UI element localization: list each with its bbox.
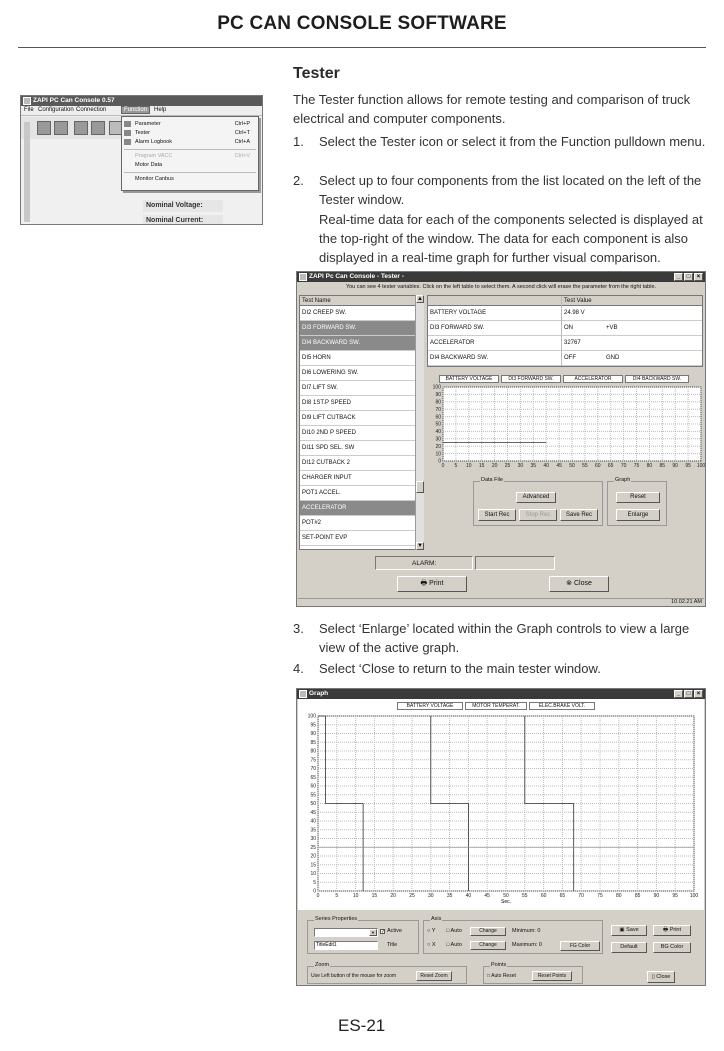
x-tick-label: 45: [556, 463, 562, 469]
list-item[interactable]: DI5 HORN: [300, 351, 416, 366]
y-tick-label: 80: [435, 399, 441, 406]
x-tick-label: 35: [446, 893, 453, 899]
step-text: Real-time data for each of the components selected is displayed at the top-right of the window. The data for each component is also displayed in a real-time graph for further visual comparison.: [319, 212, 703, 265]
x-tick-label: 40: [543, 463, 549, 469]
y-tick-label: 70: [435, 406, 441, 413]
y-tick-label: 25: [310, 844, 316, 851]
x-tick-label: 45: [484, 893, 490, 899]
tester-hint: You can see 4 tester variables. Click on the left table to select them. A second click will erase the parameter from the right table.: [345, 284, 657, 290]
legend-item: BATTERY VOLTAGE: [397, 702, 463, 710]
value-header-label: Test Value: [564, 298, 592, 304]
legend-item: BATTERY VOLTAGE: [439, 375, 499, 383]
x-tick-label: 15: [478, 463, 485, 469]
y-tick-label: 10: [435, 451, 441, 458]
axis-y-radio[interactable]: ○ Y: [427, 928, 436, 934]
reset-points-button[interactable]: Reset Points: [532, 971, 572, 981]
x-tick-label: 55: [522, 893, 528, 899]
scroll-down-icon[interactable]: ▼: [417, 543, 423, 549]
graph-label: Graph: [615, 477, 631, 483]
x-tick-label: 95: [672, 893, 678, 899]
page-title: PC CAN CONSOLE SOFTWARE: [217, 13, 507, 34]
x-tick-label: 25: [409, 893, 415, 899]
close-icon[interactable]: ×: [694, 690, 703, 698]
tester-graph: [429, 384, 705, 474]
intro-paragraph: The Tester function allows for remote testing and comparison of truck electrical and computer components.: [293, 92, 691, 126]
y-tick-label: 35: [310, 827, 316, 834]
x-tick-label: 95: [685, 463, 691, 469]
active-checkbox[interactable]: ✓: [381, 929, 386, 935]
close-button[interactable]: ⊗ Close: [549, 576, 609, 592]
y-tick-label: 60: [435, 414, 441, 421]
list-item[interactable]: DI12 CUTBACK 2: [300, 456, 416, 471]
nominal-voltage-label: Nominal Voltage:: [143, 200, 223, 212]
menu-item-alarm-logbook[interactable]: Alarm Logbook Ctrl+A: [122, 138, 258, 146]
minimum-label: Minimum: 0: [512, 928, 541, 934]
printer-icon: 🖶: [662, 927, 670, 933]
menubar: [21, 106, 262, 116]
axis-y-auto[interactable]: □ Auto: [446, 928, 462, 934]
fg-color-button[interactable]: FG Color: [560, 941, 600, 951]
y-tick-label: 40: [310, 818, 316, 825]
x-tick-label: 5: [335, 893, 339, 899]
x-tick-label: 65: [607, 463, 614, 469]
step-text: Select ‘Enlarge’ located within the Graph controls to view a large view of the active graph.: [319, 621, 690, 655]
y-tick-label: 85: [310, 739, 316, 746]
close-icon[interactable]: ×: [694, 273, 703, 281]
series-properties-label: Series Properties: [315, 916, 358, 922]
axis-x-auto[interactable]: □ Auto: [446, 942, 462, 948]
data-file-group: [473, 477, 603, 526]
x-tick-label: 80: [646, 463, 653, 469]
x-tick-label: 10: [466, 463, 472, 469]
scroll-thumb[interactable]: [416, 481, 424, 493]
function-menu-screenshot: [20, 95, 263, 225]
open-folder-icon[interactable]: [37, 121, 51, 135]
close-button[interactable]: ▯ Close: [647, 971, 675, 983]
x-tick-label: 30: [517, 463, 524, 469]
menu-function[interactable]: Function: [121, 106, 150, 114]
title-label: Title: [387, 942, 398, 948]
tester-icon[interactable]: [91, 121, 105, 135]
menu-shot-titlebar: [21, 96, 262, 106]
save-rec-button[interactable]: Save Rec: [560, 509, 598, 521]
step-number: 4.: [293, 661, 304, 676]
list-item[interactable]: DI11 SPD SEL. SW: [300, 441, 416, 456]
zoom-label: Zoom: [315, 962, 330, 968]
step-number: 3.: [293, 621, 304, 636]
x-tick-label: 25: [504, 463, 511, 469]
list-item[interactable]: DI10 2ND P SPEED: [300, 426, 416, 441]
alarm-value-field: [475, 556, 555, 570]
y-tick-label: 100: [307, 713, 316, 720]
x-tick-label: 50: [569, 463, 575, 469]
y-tick-label: 95: [310, 722, 316, 729]
x-tick-label: 100: [689, 893, 699, 899]
y-tick-label: 10: [310, 871, 316, 878]
y-tick-label: 30: [310, 836, 316, 843]
close-circle-icon: ⊗: [566, 580, 574, 587]
alarm-field: [375, 556, 473, 570]
y-tick-label: 20: [435, 443, 441, 450]
menu-item-motor-data[interactable]: Motor Data: [135, 162, 163, 168]
axis-x-radio[interactable]: ○ X: [427, 942, 436, 948]
list-item[interactable]: DI2 CREEP SW.: [300, 306, 416, 321]
data-file-label: Data File: [481, 477, 504, 483]
x-tick-label: 85: [634, 893, 641, 899]
series-select[interactable]: [314, 928, 378, 937]
column-separator: [561, 296, 562, 366]
active-label: Active: [387, 928, 402, 934]
x-tick-label: 75: [597, 893, 603, 899]
graph-legend: [397, 702, 597, 710]
y-tick-label: 50: [435, 421, 441, 428]
change-y-button[interactable]: Change: [470, 927, 506, 936]
stop-rec-button: Stop Rec: [519, 509, 557, 521]
legend-item: ELEC.BRAKE VOLT.: [529, 702, 595, 710]
x-tick-label: 60: [595, 463, 601, 469]
y-tick-label: 55: [310, 792, 316, 799]
x-tick-label: 65: [559, 893, 566, 899]
step-text: Select up to four components from the list located on the left of the Tester window.: [319, 173, 702, 207]
y-tick-label: 0: [438, 458, 441, 465]
app-icon: [299, 273, 307, 281]
menu-shot-title: ZAPI PC Can Console 0.57: [33, 97, 115, 104]
y-tick-label: 40: [435, 429, 441, 436]
graph-window-screenshot: [296, 688, 706, 986]
status-clock: 10.02.21 AM: [671, 599, 702, 605]
change-x-button[interactable]: Change: [470, 941, 506, 950]
nominal-current-label: Nominal Current:: [143, 215, 223, 225]
menu-help[interactable]: Help: [154, 107, 167, 113]
list-header: Test Name: [300, 296, 416, 306]
tester-icon: [124, 130, 131, 136]
side-strip: [24, 122, 30, 222]
list-item[interactable]: DI8 1ST.P SPEED: [300, 396, 416, 411]
print-button[interactable]: 🖶 Print: [397, 576, 467, 592]
series-properties-group: [307, 916, 419, 954]
graph-controls-group: [607, 477, 667, 526]
tester-title: ZAPI Pc Can Console - Tester -: [309, 273, 404, 280]
value-row: DI3 FORWARD SW. ON +VB: [428, 321, 702, 336]
print-button[interactable]: 🖶 Print: [653, 925, 691, 936]
y-tick-label: 60: [310, 783, 316, 790]
y-tick-label: 0: [313, 888, 316, 895]
step-number: 2.: [293, 173, 304, 188]
y-tick-label: 20: [310, 853, 316, 860]
x-tick-label: 0: [441, 463, 445, 469]
step-text: Select ‘Close to return to the main tester window.: [319, 661, 601, 676]
y-tick-label: 75: [310, 757, 316, 764]
menu-file[interactable]: File: [24, 107, 34, 113]
axis-group: [423, 916, 603, 954]
legend-item: DI3 FORWARD SW.: [501, 375, 561, 383]
y-tick-label: 80: [310, 748, 316, 755]
value-row: DI4 BACKWARD SW. OFF GND: [428, 351, 702, 366]
x-tick-label: 10: [352, 893, 359, 899]
page-header: [0, 0, 724, 50]
y-tick-label: 30: [435, 436, 441, 443]
x-tick-label: 70: [620, 463, 627, 469]
app-icon: [299, 690, 307, 698]
save-button[interactable]: ▣ Save: [611, 925, 647, 936]
reset-zoom-button[interactable]: Reset Zoom: [416, 971, 452, 981]
step-number: 1.: [293, 134, 304, 149]
points-group: [483, 962, 583, 984]
maximize-icon[interactable]: □: [684, 273, 693, 281]
x-tick-label: 90: [672, 463, 678, 469]
x-tick-label: 20: [491, 463, 498, 469]
x-tick-label: 55: [582, 463, 588, 469]
x-tick-label: 90: [653, 893, 660, 899]
tester-titlebar: [297, 272, 705, 282]
x-tick-label: 70: [578, 893, 584, 899]
x-tick-label: 60: [540, 893, 547, 899]
header-rule: [18, 47, 706, 48]
value-row: BATTERY VOLTAGE 24.98 V: [428, 306, 702, 321]
y-tick-label: 45: [310, 809, 316, 816]
app-icon: [23, 97, 31, 105]
save-disk-icon: ▣: [619, 927, 627, 933]
minimize-icon[interactable]: _: [674, 273, 683, 281]
list-item[interactable]: SET-POINT EVP: [300, 531, 416, 546]
y-tick-label: 70: [310, 766, 316, 773]
list-item[interactable]: POT1 ACCEL.: [300, 486, 416, 501]
legend-item: MOTOR TEMPERAT.: [465, 702, 527, 710]
default-button[interactable]: Default: [611, 942, 647, 953]
y-tick-label: 90: [435, 392, 441, 399]
x-tick-label: 40: [465, 893, 472, 899]
save-disk-icon[interactable]: [54, 121, 68, 135]
y-tick-label: 65: [310, 774, 316, 781]
x-tick-label: 85: [659, 463, 666, 469]
logbook-icon: [124, 139, 131, 145]
x-axis-unit: Sec.: [500, 899, 512, 905]
enlarged-graph: [298, 713, 704, 909]
enlarge-button[interactable]: Enlarge: [616, 509, 660, 521]
tester-statusbar: [298, 598, 704, 606]
x-tick-label: 30: [428, 893, 434, 899]
start-rec-button[interactable]: Start Rec: [478, 509, 516, 521]
menu-item-monitor-canbus[interactable]: Monitor Canbus: [135, 176, 174, 182]
value-table-header: [428, 296, 702, 306]
printer-icon: 🖶: [420, 580, 430, 587]
door-icon: ▯: [651, 974, 657, 980]
zoom-group: [307, 962, 467, 984]
section-heading: Tester: [293, 65, 340, 82]
menu-separator: [124, 172, 256, 173]
list-item[interactable]: DI4 BACKWARD SW.: [300, 336, 416, 351]
value-row: ACCELERATOR 32767: [428, 336, 702, 351]
tools-icon[interactable]: [74, 121, 88, 135]
x-tick-label: 20: [390, 893, 396, 899]
chevron-down-icon[interactable]: ▼: [369, 929, 377, 936]
title-field[interactable]: TitleEdit1: [314, 941, 378, 950]
y-tick-label: 90: [310, 731, 316, 738]
points-label: Points: [491, 962, 507, 968]
list-item[interactable]: CHARGER INPUT: [300, 471, 416, 486]
menu-separator: [124, 149, 256, 150]
list-item[interactable]: ACCELERATOR: [300, 501, 416, 516]
axis-label: Axis: [431, 916, 442, 922]
list-item[interactable]: DI9 LIFT CUTBACK: [300, 411, 416, 426]
list-item[interactable]: DI3 FORWARD SW.: [300, 321, 416, 336]
list-item[interactable]: DI6 LOWERING SW.: [300, 366, 416, 381]
x-tick-label: 75: [633, 463, 640, 469]
list-item[interactable]: DI7 LIFT SW.: [300, 381, 416, 396]
list-scrollbar[interactable]: [415, 295, 424, 550]
x-tick-label: 15: [371, 893, 378, 899]
y-tick-label: 15: [310, 862, 316, 869]
x-tick-label: 100: [696, 463, 705, 469]
y-tick-label: 5: [313, 879, 316, 886]
y-tick-label: 100: [432, 384, 441, 391]
tester-window-screenshot: [296, 271, 706, 607]
bg-color-button[interactable]: BG Color: [653, 942, 691, 953]
tester-legend: [439, 375, 706, 383]
zoom-hint: Use Left button of the mouse for zoom: [311, 973, 397, 979]
parameter-icon: [124, 121, 131, 127]
alarm-label: ALARM:: [412, 560, 437, 567]
advanced-button[interactable]: Advanced: [516, 492, 556, 503]
x-tick-label: 50: [503, 893, 509, 899]
graph-titlebar: [297, 689, 705, 699]
menu-connection[interactable]: Connection: [76, 107, 107, 113]
legend-item: DI4 BACKWARD SW.: [625, 375, 689, 383]
test-name-list: [299, 295, 417, 550]
menu-configuration[interactable]: Configuration: [38, 107, 74, 113]
step-text: Select the Tester icon or select it from the Function pulldown menu.: [319, 134, 706, 149]
maximize-icon[interactable]: □: [684, 690, 693, 698]
x-tick-label: 80: [616, 893, 622, 899]
function-dropdown: [121, 116, 259, 191]
list-item[interactable]: POT#2: [300, 516, 416, 531]
maximum-label: Maximum: 0: [512, 942, 542, 948]
reset-button[interactable]: Reset: [616, 492, 660, 503]
scroll-up-icon[interactable]: ▲: [417, 296, 423, 302]
y-tick-label: 50: [310, 801, 316, 808]
minimize-icon[interactable]: _: [674, 690, 683, 698]
menu-item-parameter[interactable]: Parameter Ctrl+P: [122, 120, 258, 128]
menu-item-program-vacc: Program VACC Ctrl+V: [135, 153, 250, 159]
x-tick-label: 35: [530, 463, 537, 469]
auto-reset-checkbox[interactable]: □ Auto Reset: [487, 973, 516, 979]
menu-item-tester[interactable]: Tester Ctrl+T: [122, 129, 258, 137]
graph-title: Graph: [309, 690, 329, 697]
x-tick-label: 0: [316, 893, 320, 899]
legend-item: ACCELERATOR: [563, 375, 623, 383]
x-tick-label: 5: [454, 463, 458, 469]
test-value-table: [427, 295, 703, 367]
page-number: ES-21: [338, 1016, 386, 1035]
